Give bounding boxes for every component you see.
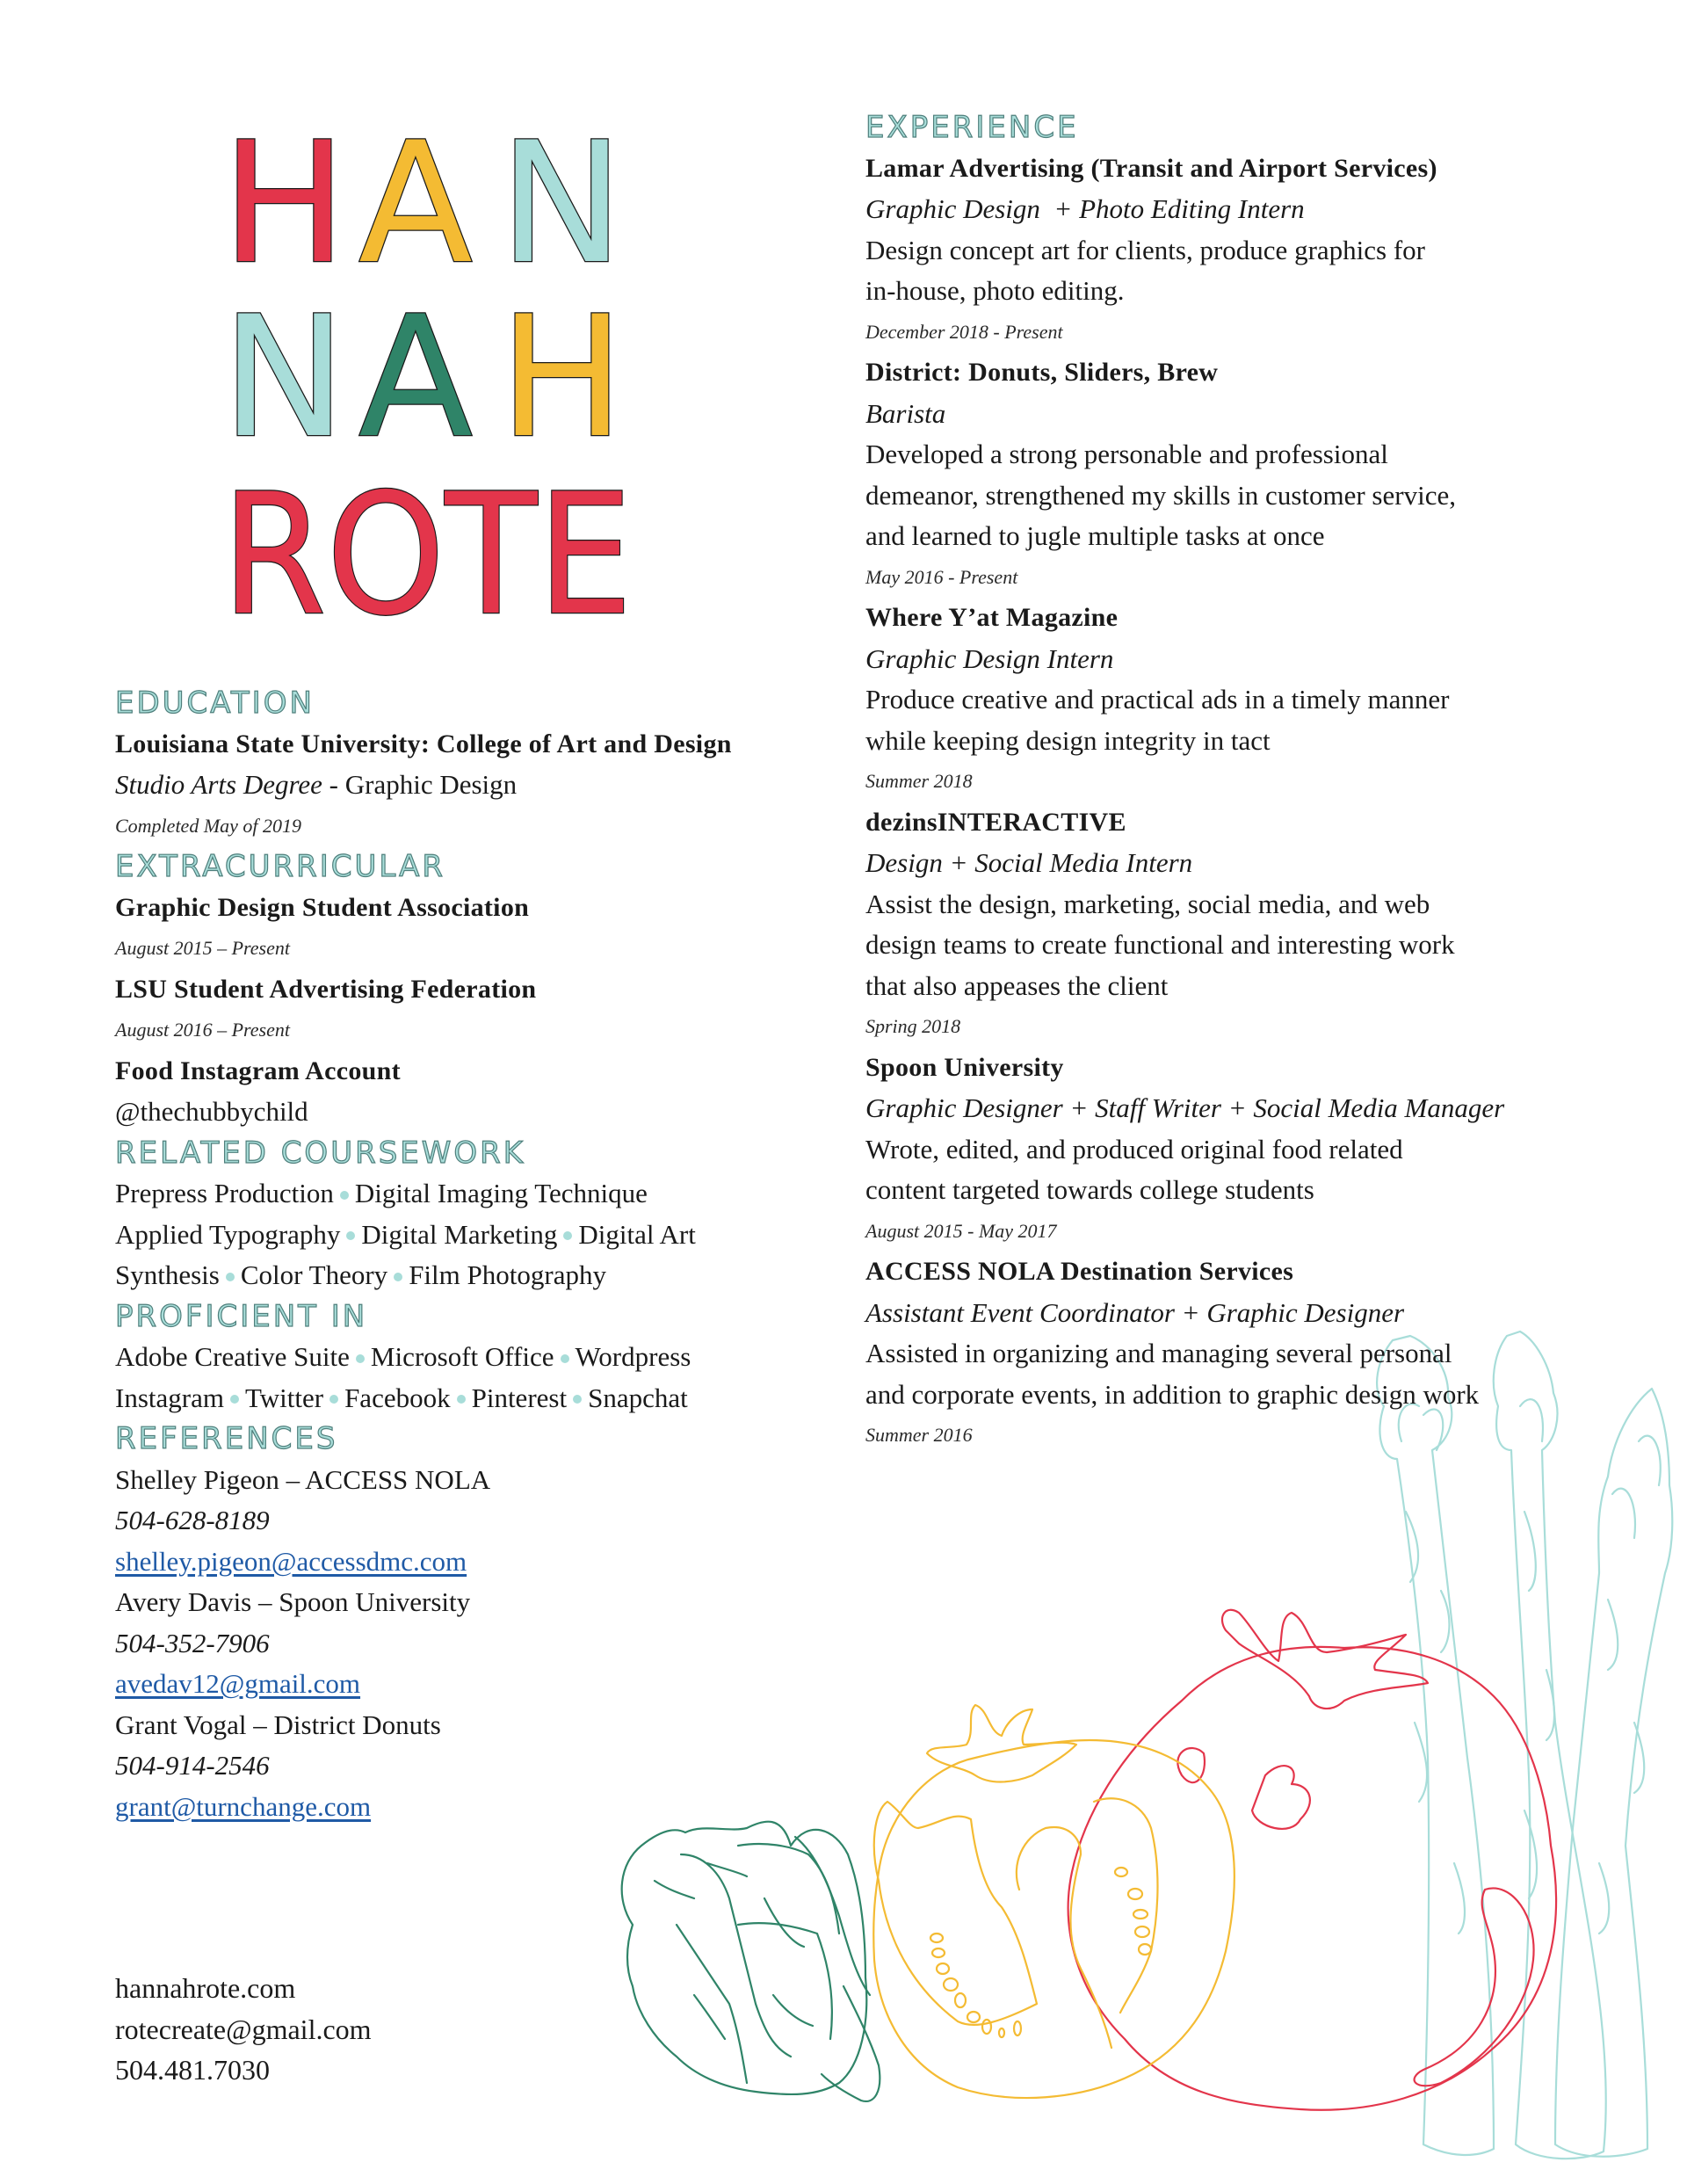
education-school: Louisiana State University: College of Art and Design <box>115 729 732 758</box>
reference-email-link[interactable]: grant@turnchange.com <box>115 1790 372 1822</box>
job-date: December 2018 - Present <box>865 320 1063 343</box>
logo-line-3 <box>221 458 633 628</box>
job-description-line: demeanor, strengthened my skills in customer service, <box>865 479 1456 511</box>
course-item: Film Photography <box>409 1259 606 1290</box>
reference-phone: 504-352-7906 <box>115 1627 270 1658</box>
job-role: Design + Social Media Intern <box>865 847 1193 878</box>
job-entry <box>865 1252 1639 1456</box>
skills-line <box>115 1337 818 1378</box>
bullet-dot-icon <box>226 1273 235 1281</box>
job-company: District: Donuts, Sliders, Brew <box>865 358 1219 387</box>
job-role: Barista <box>865 397 946 429</box>
logo-letter-a: A <box>358 280 473 475</box>
reference-name: Grant Vogal – District Donuts <box>115 1709 441 1740</box>
skill-item: Adobe Creative Suite <box>115 1341 350 1372</box>
proficient-section <box>115 1296 818 1419</box>
course-item: Applied Typography <box>115 1218 341 1250</box>
reference-email-link[interactable]: avedav12@gmail.com <box>115 1668 361 1699</box>
coursework-line <box>115 1255 818 1296</box>
reference-phone: 504-628-8189 <box>115 1505 270 1535</box>
reference-email-link[interactable]: shelley.pigeon@accessdmc.com <box>115 1545 467 1577</box>
logo-line-2 <box>221 280 625 475</box>
skill-item: Wordpress <box>575 1341 691 1372</box>
extracurricular-section <box>115 846 818 1133</box>
job-description-line: Assist the design, marketing, social media, and web <box>865 888 1430 919</box>
job-description-line: Developed a strong personable and professional <box>865 439 1388 469</box>
bullet-dot-icon <box>356 1354 365 1363</box>
job-date: May 2016 - Present <box>865 565 1018 588</box>
degree-major: - Graphic Design <box>322 769 518 800</box>
education-section <box>115 683 818 846</box>
section-heading-proficient: PROFICIENT IN <box>115 1298 368 1334</box>
job-description-line: Wrote, edited, and produced original food related <box>865 1133 1403 1165</box>
bullet-dot-icon <box>340 1191 349 1200</box>
reference-name: Avery Davis – Spoon University <box>115 1586 471 1617</box>
skill-item: Microsoft Office <box>370 1341 554 1372</box>
coursework-line <box>115 1173 818 1215</box>
course-item: Digital Art <box>578 1218 696 1250</box>
course-item: Synthesis <box>115 1259 220 1290</box>
section-heading-coursework: RELATED COURSEWORK <box>115 1135 526 1171</box>
references-section <box>115 1419 818 1827</box>
skill-item: Instagram <box>115 1382 224 1413</box>
job-description-line: content targeted towards college students <box>865 1174 1314 1205</box>
job-entry <box>865 598 1639 802</box>
job-company: Where Y’at Magazine <box>865 603 1119 632</box>
job-company: Spoon University <box>865 1052 1064 1082</box>
bullet-dot-icon <box>563 1231 572 1240</box>
extracurricular-title: Graphic Design Student Association <box>115 892 530 922</box>
job-entry <box>865 1048 1639 1252</box>
section-heading-references: REFERENCES <box>115 1421 338 1456</box>
job-description-line: Design concept art for clients, produce graphics for <box>865 234 1425 265</box>
logo-line-1 <box>221 110 624 301</box>
asparagus-spear-3 <box>1555 1389 1672 2157</box>
job-role: Assistant Event Coordinator + Graphic Designer <box>865 1296 1405 1328</box>
bullet-dot-icon <box>329 1395 338 1404</box>
course-item: Digital Imaging Technique <box>354 1178 648 1208</box>
pomegranate-illustration <box>1068 1610 1556 2110</box>
skills-line <box>115 1378 818 1419</box>
tomato-illustration <box>873 1705 1234 2098</box>
job-date: Summer 2016 <box>865 1424 973 1446</box>
logo-letter-h: H <box>221 110 347 301</box>
course-item: Color Theory <box>240 1259 388 1290</box>
job-description-line: Produce creative and practical ads in a timely manner <box>865 684 1450 715</box>
education-degree <box>115 765 818 806</box>
logo-letter-h: H <box>499 280 625 475</box>
asparagus-spear-1 <box>1377 1336 1494 2155</box>
bullet-dot-icon <box>230 1395 239 1404</box>
job-description-line: design teams to create functional and interesting work <box>865 929 1455 960</box>
job-description-line: while keeping design integrity in tact <box>865 724 1271 756</box>
artichoke-illustration <box>622 1822 880 2101</box>
job-description-line: and corporate events, in addition to graphic design work <box>865 1378 1480 1410</box>
job-date: August 2015 - May 2017 <box>865 1219 1057 1242</box>
experience-section <box>865 107 1639 1456</box>
reference-phone: 504-914-2546 <box>115 1750 270 1781</box>
course-item: Prepress Production <box>115 1178 334 1208</box>
section-heading-extracurricular: EXTRACURRICULAR <box>115 849 445 884</box>
job-company: dezinsINTERACTIVE <box>865 807 1126 837</box>
extracurricular-title: Food Instagram Account <box>115 1056 401 1085</box>
job-description-line: that also appeases the client <box>865 969 1169 1001</box>
bullet-dot-icon <box>573 1395 582 1404</box>
bullet-dot-icon <box>394 1273 402 1281</box>
coursework-section <box>115 1133 818 1296</box>
degree-title: Studio Arts Degree <box>115 769 322 800</box>
extracurricular-date: August 2016 – Present <box>115 1019 290 1041</box>
job-entry <box>865 149 1639 353</box>
bullet-dot-icon <box>346 1231 355 1240</box>
job-date: Summer 2018 <box>865 770 973 792</box>
skill-item: Twitter <box>244 1382 324 1413</box>
contact-website: hannahrote.com <box>115 1972 296 2004</box>
job-date: Spring 2018 <box>865 1015 961 1037</box>
job-role: Graphic Designer + Staff Writer + Social Media Manager <box>865 1092 1505 1123</box>
logo-word-rote: ROTE <box>221 458 633 628</box>
job-description-line: in-house, photo editing. <box>865 275 1125 306</box>
job-description-line: Assisted in organizing and managing several personal <box>865 1338 1452 1368</box>
section-heading-education: EDUCATION <box>115 686 315 721</box>
education-date: Completed May of 2019 <box>115 814 302 837</box>
job-company: ACCESS NOLA Destination Services <box>865 1257 1294 1286</box>
skill-item: Facebook <box>344 1382 451 1413</box>
reference-name: Shelley Pigeon – ACCESS NOLA <box>115 1463 491 1495</box>
job-role: Graphic Design + Photo Editing Intern <box>865 193 1305 224</box>
skill-item: Pinterest <box>471 1382 568 1413</box>
bullet-dot-icon <box>457 1395 466 1404</box>
contact-info <box>115 1968 372 2091</box>
skill-item: Snapchat <box>588 1382 688 1413</box>
section-heading-experience: EXPERIENCE <box>865 110 1079 145</box>
job-entry <box>865 802 1639 1048</box>
job-role: Graphic Design Intern <box>865 642 1114 674</box>
logo-letter-a: A <box>358 110 473 301</box>
left-column <box>115 683 818 1827</box>
job-entry <box>865 352 1639 598</box>
contact-email: rotecreate@gmail.com <box>115 2013 372 2045</box>
job-description-line: and learned to jugle multiple tasks at once <box>865 520 1325 551</box>
extracurricular-title: LSU Student Advertising Federation <box>115 974 537 1004</box>
logo-letter-n: N <box>499 110 625 301</box>
contact-phone: 504.481.7030 <box>115 2054 270 2086</box>
logo-letter-n: N <box>221 280 347 475</box>
job-company: Lamar Advertising (Transit and Airport Services) <box>865 153 1437 183</box>
course-item: Digital Marketing <box>361 1218 558 1250</box>
bullet-dot-icon <box>561 1354 569 1363</box>
coursework-line <box>115 1215 818 1256</box>
instagram-handle: @thechubbychild <box>115 1096 308 1127</box>
name-logo <box>211 110 641 628</box>
extracurricular-date: August 2015 – Present <box>115 937 290 959</box>
